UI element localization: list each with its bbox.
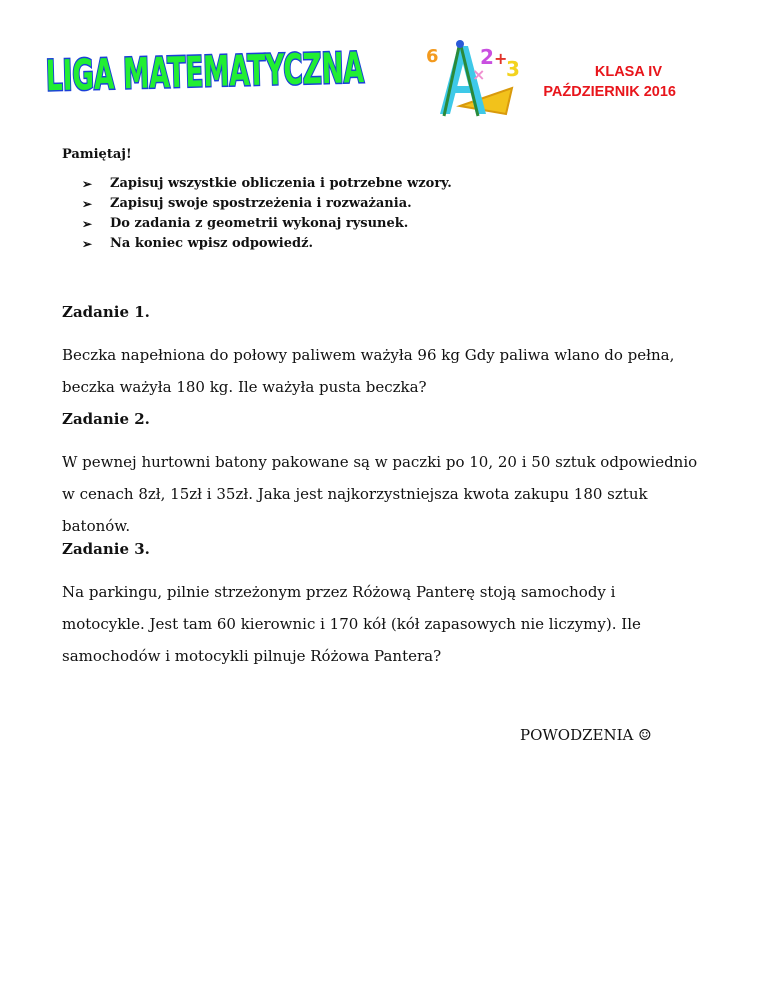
class-label: KLASA IV	[594, 64, 662, 80]
task-3-title: Zadanie 3.	[62, 540, 150, 558]
list-item	[82, 194, 452, 214]
reminder-title: Pamiętaj!	[62, 147, 132, 162]
task-1-text: Beczka napełniona do połowy paliwem ważyła 96 kg Gdy paliwa wlano do pełna, beczka ważyła 180 kg. Ile ważyła pusta beczka?	[62, 346, 675, 396]
task-1-title: Zadanie 1.	[62, 303, 150, 321]
smiley-icon: ☺	[638, 726, 652, 744]
task-3-text: Na parkingu, pilnie strzeżonym przez Różową Panterę stoją samochody i motocykle. Jest tam 60 kierownic i 170 kół (kół zapasowych nie liczymy). Ile samochodów i motocykli pilnuje Różowa Pantera?	[62, 583, 641, 665]
svg-text:×: ×	[472, 65, 486, 84]
rule-text: Zapisuj swoje spostrzeżenia i rozważania.	[110, 196, 412, 211]
list-item	[82, 214, 452, 234]
good-luck-text: POWODZENIA	[520, 726, 634, 744]
rule-text: Zapisuj wszystkie obliczenia i potrzebne wzory.	[110, 176, 452, 191]
month-label: PAŹDZIERNIK 2016	[543, 84, 676, 100]
rule-text: Do zadania z geometrii wykonaj rysunek.	[110, 216, 409, 231]
svg-text:2: 2	[480, 45, 494, 69]
arrowhead-bullet-icon: ➢	[82, 237, 93, 251]
task-2-text: W pewnej hurtowni batony pakowane są w paczki po 10, 20 i 50 sztuk odpowiednio w cenach 8zł, 15zł i 35zł. Jaka jest najkorzystniejsza kwota zakupu 180 sztuk batonów.	[62, 453, 698, 535]
task-2-title: Zadanie 2.	[62, 410, 150, 428]
svg-text:6: 6	[426, 46, 439, 67]
rule-text: Na koniec wpisz odpowiedź.	[110, 236, 313, 251]
class-info	[0, 62, 676, 102]
arrowhead-bullet-icon: ➢	[82, 217, 93, 231]
arrowhead-bullet-icon: ➢	[82, 177, 93, 191]
reminder-list	[82, 174, 452, 254]
list-item	[82, 234, 452, 254]
svg-text:+: +	[494, 49, 508, 68]
svg-text:3: 3	[506, 57, 520, 81]
good-luck-message	[520, 726, 652, 744]
list-item	[82, 174, 452, 194]
arrowhead-bullet-icon: ➢	[82, 197, 93, 211]
logo-title: LIGA MATEMATYCZNA	[45, 42, 380, 101]
header	[0, 0, 768, 130]
